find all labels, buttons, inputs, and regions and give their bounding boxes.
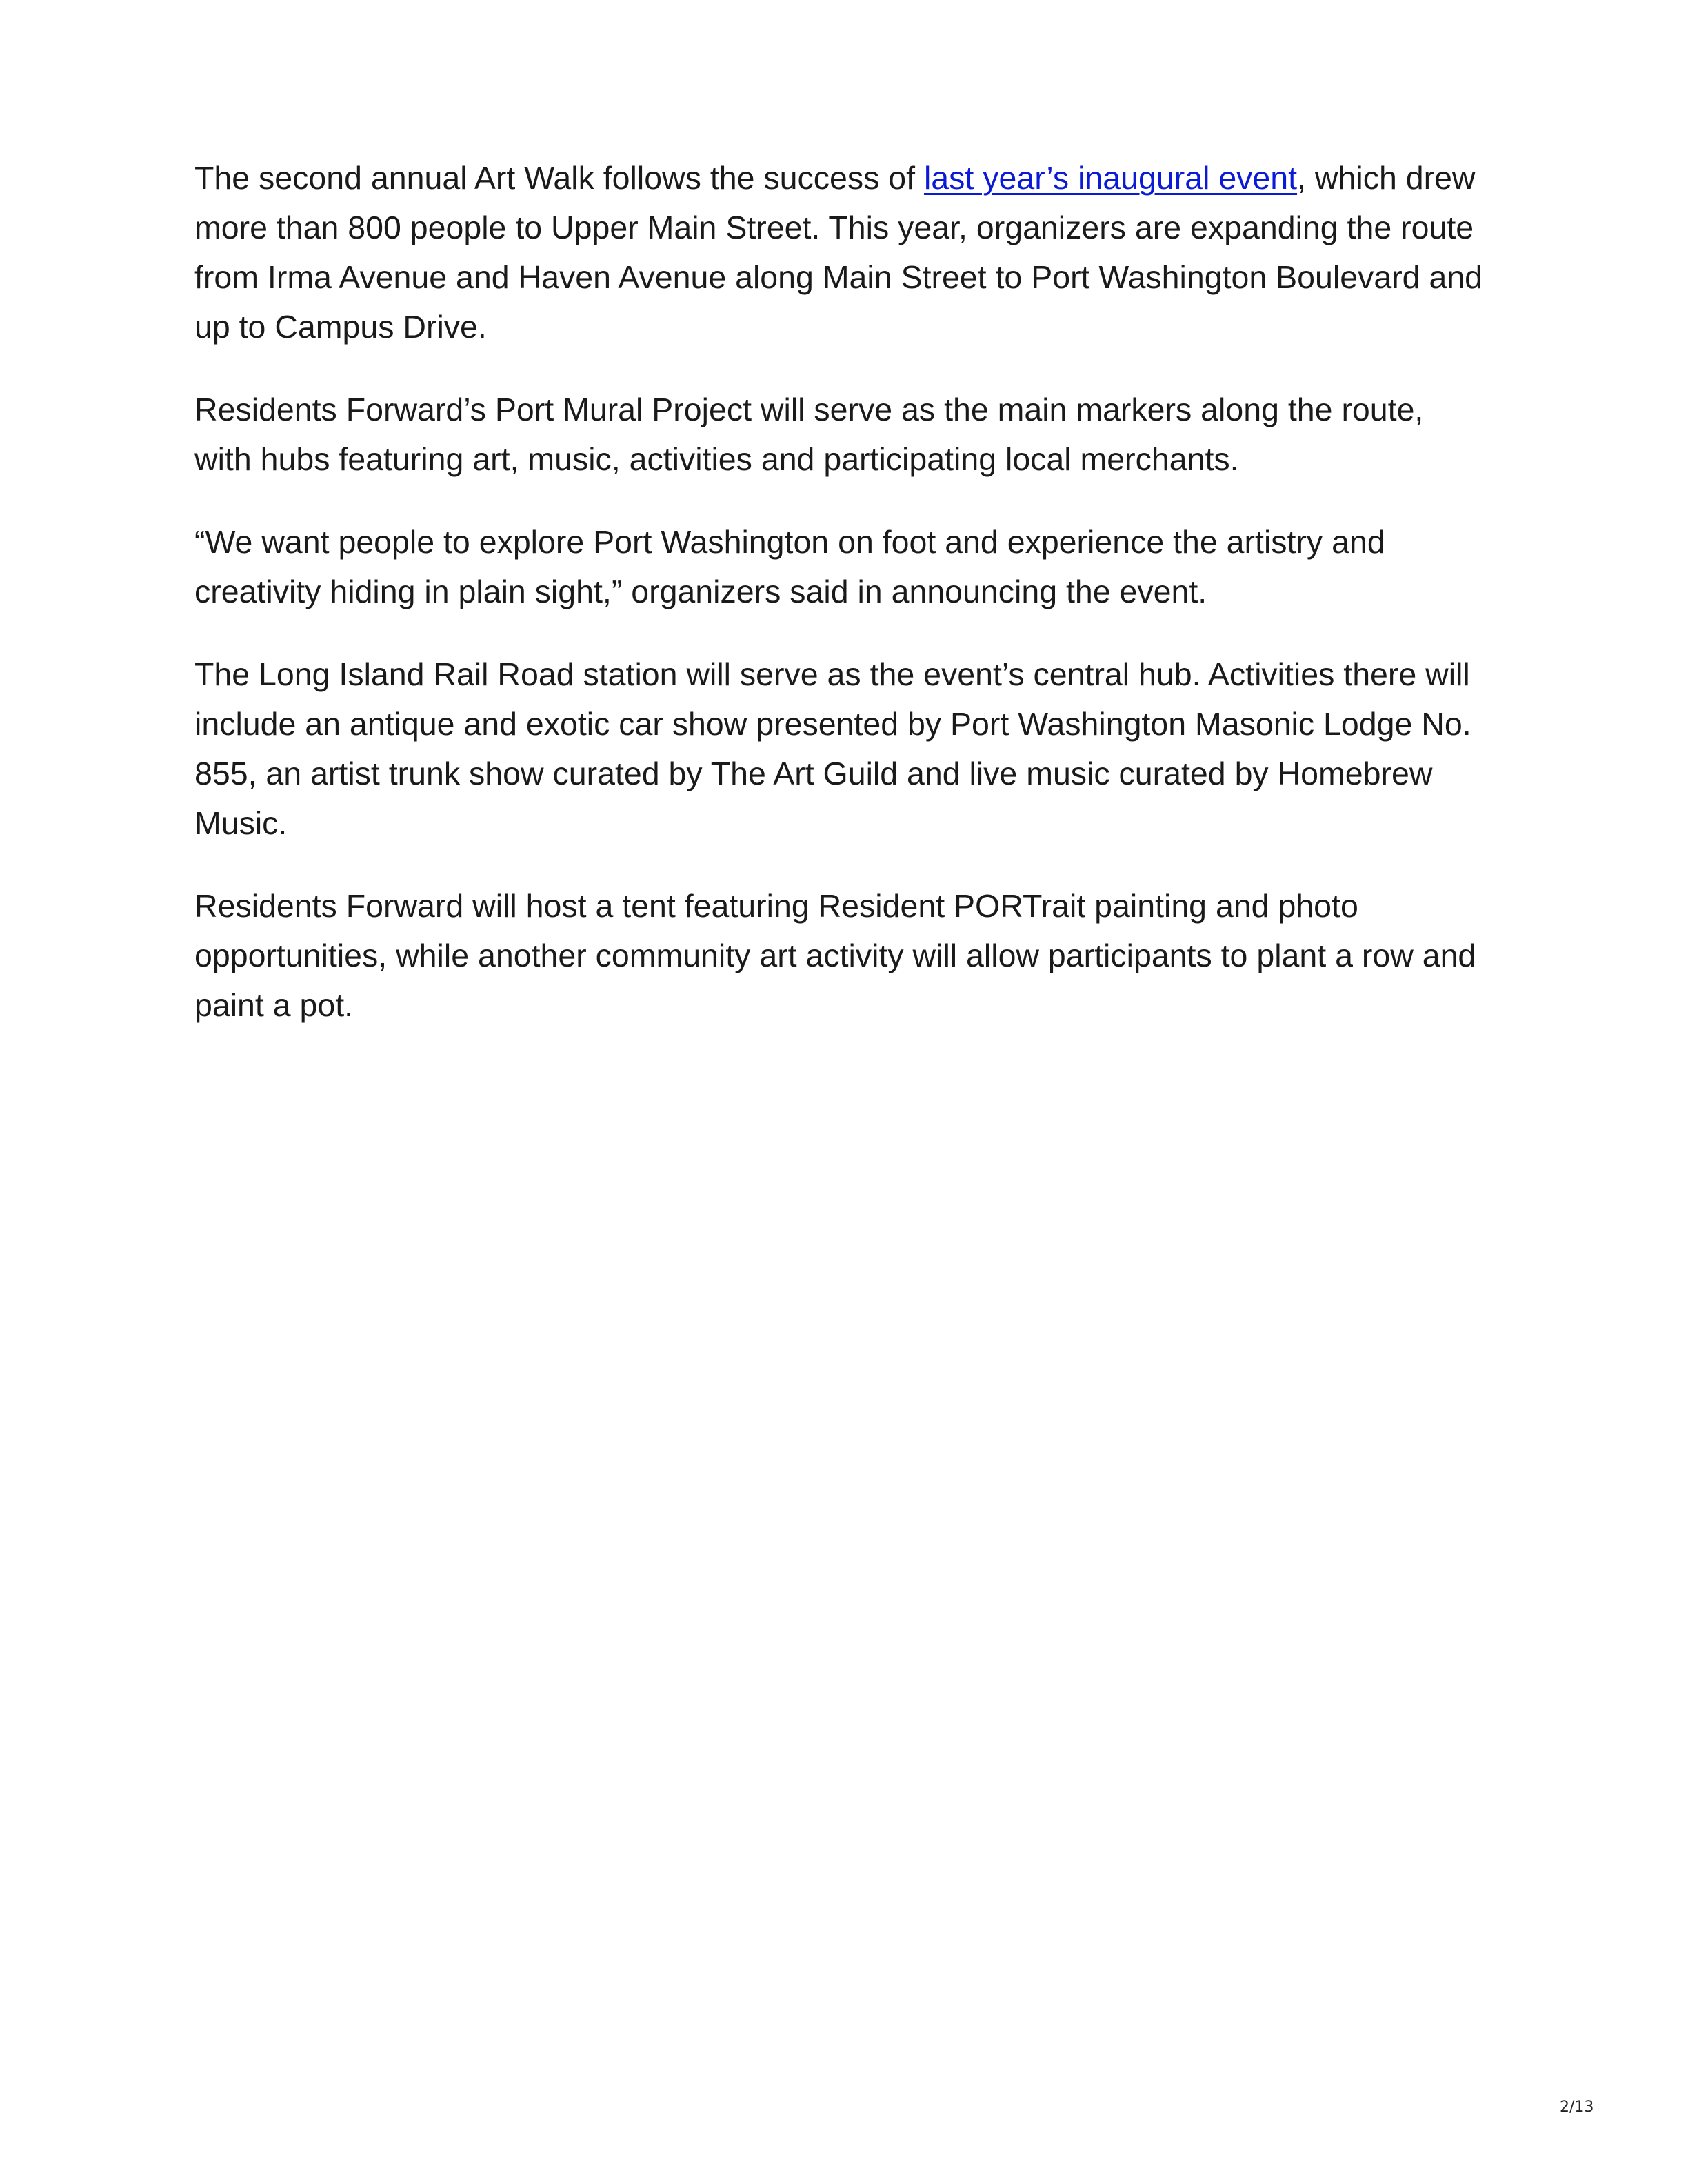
page-number: 2/13 (1560, 2099, 1594, 2116)
paragraph-central-hub: The Long Island Rail Road station will serve as the event’s central hub. Activities there will include an antique and exotic car show presented by Port Washington Masonic Lodge No. 855, an artist trunk show curated by The Art Guild and live music curated by Homebrew Music. (194, 656, 1471, 841)
paragraph-mural-project: Residents Forward’s Port Mural Project will serve as the main markers along the route, with hubs featuring art, music, activities and participating local merchants. (194, 392, 1424, 477)
paragraph-text: The second annual Art Walk follows the success of (194, 160, 924, 196)
inaugural-event-link[interactable]: last year’s inaugural event (923, 160, 1298, 196)
article-body (194, 153, 1484, 1063)
paragraph-art-walk-intro (194, 153, 1484, 352)
paragraph-portrait-tent: Residents Forward will host a tent featuring Resident PORTrait painting and photo opportunities, while another community art activity will allow participants to plant a row and paint a pot. (194, 888, 1476, 1023)
paragraph-organizers-quote: “We want people to explore Port Washington on foot and experience the artistry and creativity hiding in plain sight,” organizers said in announcing the event. (194, 524, 1385, 609)
paragraph-text: , which drew more than 800 people to Upper Main Street. This year, organizers are expanding the route from Irma Avenue and Haven Avenue along Main Street to Port Washington Boulevard and up to Campus Drive. (194, 160, 1483, 345)
